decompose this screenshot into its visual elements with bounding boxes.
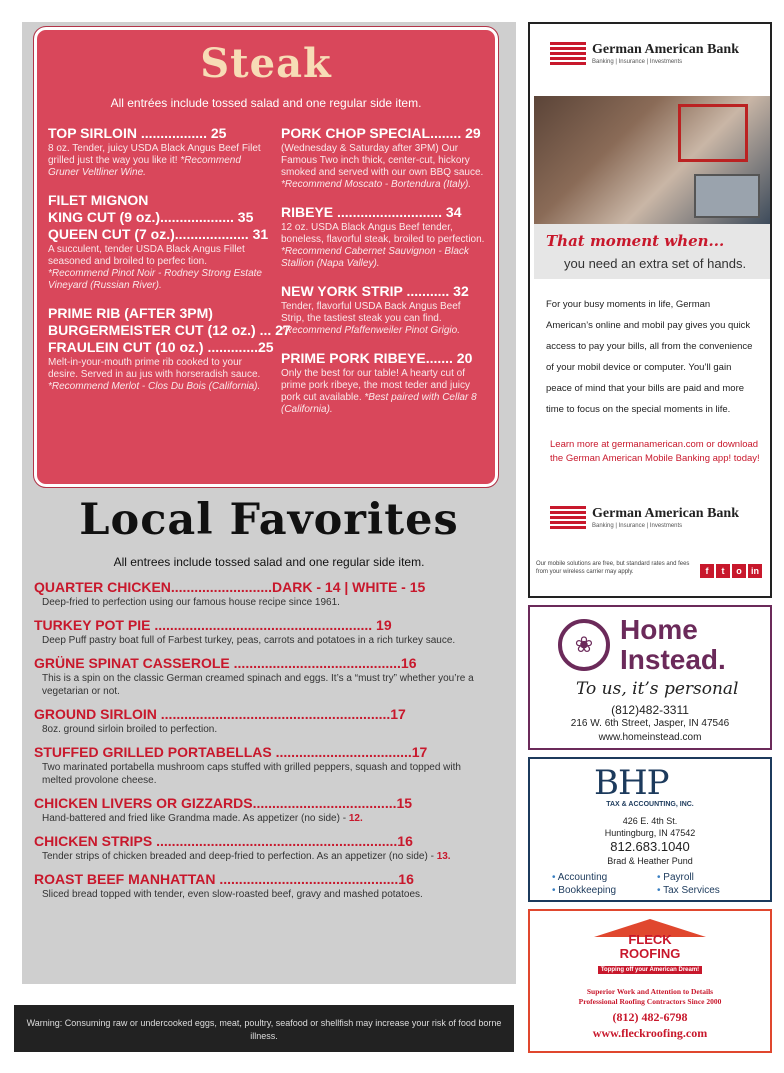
bhp-logo: BHP [594,763,669,803]
fine-print: Our mobile solutions are free, but standard rates and fees from your wireless carrier may apply. [536,561,690,575]
menu-item-description: Two marinated portabella mushroom caps stuffed with grilled peppers, squash and topped with melted provolone cheese. [42,762,461,786]
menu-item-title: TURKEY POT PIE ........................................................ 19 [34,617,392,633]
menu-item-description: Sliced bread topped with tender, even slow-roasted beef, gravy and mashed potatoes. [42,889,423,900]
menu-item-title: FILET MIGNON [48,192,149,208]
fleck-logo: FLECK ROOFING [619,932,681,961]
steak-right-column [281,125,486,416]
menu-item-description: 12 oz. USDA Black Angus Beef tender, boneless, flavorful steak, broiled to perfection. *Recommend Cabernet Sauvignon - Black Stallion (Napa Valley). [281,222,485,269]
picture-frame [678,104,748,162]
menu-item-title: KING CUT (9 oz.)................... 35 [48,209,254,225]
steak-subtitle: All entrées include tossed salad and one regular side item. [110,96,422,110]
local-favorites-list [34,578,474,908]
menu-item-title: STUFFED GRILLED PORTABELLAS ...................................17 [34,744,428,760]
flag-icon [550,506,586,530]
menu-item-description: Deep-fried to perfection using our famous house recipe since 1961. [42,597,340,608]
local-favorites-title: Local Favorites [79,495,459,545]
menu-item-description: Tender strips of chicken breaded and deep-fried to perfection. As an appetizer (no side) - 13. [42,851,451,862]
menu-item-description: 8 oz. Tender, juicy USDA Black Angus Beef Filet grilled just the way you like it! *Recommend Gruner Veltliner Wine. [48,143,261,178]
menu-item-description: Melt-in-your-mouth prime rib cooked to your desire. Served in au jus with horseradish sauce. *Recommend Merlot - Clos Du Bois (California). [48,357,261,392]
menu-item-title: QUARTER CHICKEN..........................DARK - 14 | WHITE - 15 [34,579,426,595]
ad-body: For your busy moments in life, German American’s online and mobil pay gives you quick access to pay your bills, all from the convenience of your mobil device or computer. You’ll gain peace of mind that your bills are paid and more time to focus on the special moments in life. [546,299,753,415]
menu-item-title: GRÜNE SPINAT CASSEROLE ...........................................16 [34,655,417,671]
bank-logo: German American Bank Banking | Insurance | Investments [550,42,739,66]
menu-item-title: QUEEN CUT (7 oz.)................... 31 [48,226,269,242]
linkedin-icon[interactable]: in [748,564,762,578]
bank-logo-footer: German American Bank Banking | Insurance | Investments [550,506,739,530]
mother-baby-photo [534,96,770,224]
laptop-icon [694,174,760,218]
steak-section [34,27,498,487]
home-instead-logo: Home Instead. [620,614,726,675]
menu-item-title: NEW YORK STRIP ........... 32 [281,283,469,299]
ad-subheadline: you need an extra set of hands. [564,256,747,271]
menu-item-description: Deep Puff pastry boat full of Farbest turkey, peas, carrots and potatoes in a rich turkey sauce. [42,635,456,646]
ad-headline: That moment when... [546,232,725,250]
contact-info: (812) 482-6798 www.fleckroofing.com [592,1010,708,1040]
tulip-icon: ❀ [558,619,610,671]
quality-statement: Superior Work and Attention to Details Professional Roofing Contractors Since 2000 [578,987,722,1006]
steak-title: Steak [200,40,332,87]
flag-icon [550,42,586,66]
menu-item-title: CHICKEN STRIPS ..............................................................16 [34,833,413,849]
menu-item-title: PORK CHOP SPECIAL........ 29 [281,125,481,141]
tagline: Topping off your American Dream! [598,966,702,974]
social-icons [700,564,762,578]
menu-item-description: (Wednesday & Saturday after 3PM) Our Famous Two inch thick, center-cut, hickory smoked and served with our own BBQ sauce. *Recommend Moscato - Bortendura (Italy). [281,143,484,190]
menu-item-description: A succulent, tender USDA Black Angus Fillet seasoned and broiled to perfec tion. *Recommend Pinot Noir - Rodney Strong Estate Vineyard (Russian River). [48,244,262,291]
menu-item-title: PRIME PORK RIBEYE....... 20 [281,350,473,366]
menu-item-title: RIBEYE ........................... 34 [281,204,462,220]
menu-item-description: Tender, flavorful USDA Back Angus Beef Strip, the tastiest steak you can find. *Recommend Pfaffenweiler Pinot Grigio. [281,301,461,336]
local-favorites-subtitle: All entrees include tossed salad and one regular side item. [113,555,425,569]
fleck-roofing-ad[interactable] [528,909,772,1053]
learn-more-link[interactable]: Learn more at germanamerican.com or download the German American Mobile Banking app! today! [550,439,760,464]
headline-band [534,224,770,279]
menu-item-title: PRIME RIB (AFTER 3PM) [48,305,213,321]
menu-item-title: GROUND SIRLOIN ...........................................................17 [34,706,406,722]
menu-item-title: BURGERMEISTER CUT (12 oz.) ... 27 [48,322,291,338]
tagline: To us, it’s personal [576,679,739,699]
contact-info: 426 E. 4th St. Huntingburg, IN 47542 812.683.1040 Brad & Heather Pund [604,816,696,866]
menu-item-description: Only the best for our table! A hearty cut of prime pork ribeye, the most teder and juicy pork cut available. *Best paired with Cellar 8 (California). [281,368,477,415]
menu-item-title: ROAST BEEF MANHATTAN ..............................................16 [34,871,414,887]
steak-left-column [48,125,291,393]
instagram-icon[interactable]: o [732,564,746,578]
facebook-icon[interactable]: f [700,564,714,578]
menu-item-description: Hand-battered and fried like Grandma made. As appetizer (no side) - 12. [42,813,363,824]
menu-item-title: TOP SIRLOIN ................. 25 [48,125,227,141]
food-safety-warning: Warning: Consuming raw or undercooked eggs, meat, poultry, seafood or shellfish may increase your risk of food borne illness. [14,1005,514,1052]
menu-item-description: 8oz. ground sirloin broiled to perfection. [42,724,218,735]
menu-item-title: FRAULEIN CUT (10 oz.) .............25 [48,339,274,355]
bhp-tax-ad[interactable] [528,757,772,902]
firm-name: TAX & ACCOUNTING, INC. [606,801,694,808]
menu-item-description: This is a spin on the classic German creamed spinach and eggs. It’s a “must try” whether you’re a vegetarian or not. [42,673,474,697]
contact-info: (812)482-3311 216 W. 6th Street, Jasper, IN 47546 www.homeinstead.com [570,703,730,743]
german-american-bank-ad[interactable] [528,22,772,598]
menu-item-title: CHICKEN LIVERS OR GIZZARDS.....................................15 [34,795,413,811]
services-list: • Accounting • Payroll • Bookkeeping • Tax Services [552,871,762,897]
twitter-icon[interactable]: t [716,564,730,578]
home-instead-ad[interactable] [528,605,772,750]
